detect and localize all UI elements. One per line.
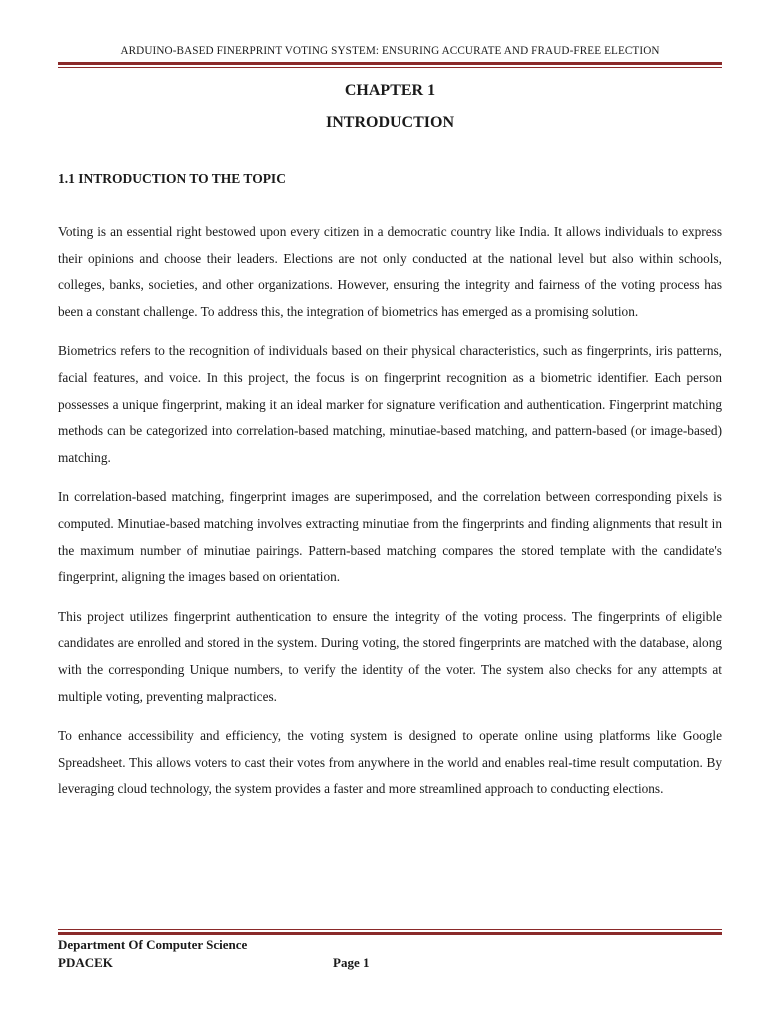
paragraph: Voting is an essential right bestowed upon every citizen in a democratic country like India. It allows individuals to express their opinions and choose their leaders. Elections are not only conducted at the national level but also within schools, colleges, banks, societies, and other organizations. However, ensuring the integrity and fairness of the voting process has been a constant challenge. To address this, the integration of biometrics has emerged as a promising solution. [58,224,722,319]
footer-rule-thin [58,929,722,930]
footer-institution: PDACEK [58,955,113,970]
header-rule-thin [58,67,722,68]
page-number: Page 1 [333,955,370,970]
header-rule-thick [58,62,722,65]
chapter-number: CHAPTER 1 [344,82,436,99]
chapter-title: INTRODUCTION [325,114,454,131]
paragraph: To enhance accessibility and efficiency, the voting system is designed to operate online using platforms like Google Spreadsheet. This allows voters to cast their votes from anywhere in the world and enables real-time result computation. By leveraging cloud technology, the system provides a faster and more streamlined approach to conducting elections. [58,728,722,797]
section-heading: 1.1 INTRODUCTION TO THE TOPIC [58,171,286,186]
paragraph: This project utilizes fingerprint authentication to ensure the integrity of the voting process. The fingerprints of eligible candidates are enrolled and stored in the system. During voting, the stored fingerprints are matched with the database, along with the corresponding Unique numbers, to verify the identity of the voter. The system also checks for any attempts at multiple voting, preventing malpractices. [58,608,722,704]
footer-rule-thick [58,932,722,935]
body-text [58,219,722,816]
paragraph: In correlation-based matching, fingerprint images are superimposed, and the correlation between corresponding pixels is computed. Minutiae-based matching involves extracting minutiae from the fingerprints and finding alignments that result in the maximum number of minutiae pairings. Pattern-based matching compares the stored template with the candidate's fingerprint, aligning the images based on orientation. [58,489,722,585]
footer-department: Department Of Computer Science [58,937,248,952]
paragraph: Biometrics refers to the recognition of individuals based on their physical characteristics, such as fingerprints, iris patterns, facial features, and voice. In this project, the focus is on fingerprint recognition as a biometric identifier. Each person possesses a unique fingerprint, making it an ideal marker for signature verification and authentication. Fingerprint matching methods can be categorized into correlation-based matching, minutiae-based matching, and pattern-based (or image-based) matching. [58,343,722,465]
running-header: ARDUINO-BASED FINERPRINT VOTING SYSTEM: ENSURING ACCURATE AND FRAUD-FREE ELECTION [120,45,660,57]
